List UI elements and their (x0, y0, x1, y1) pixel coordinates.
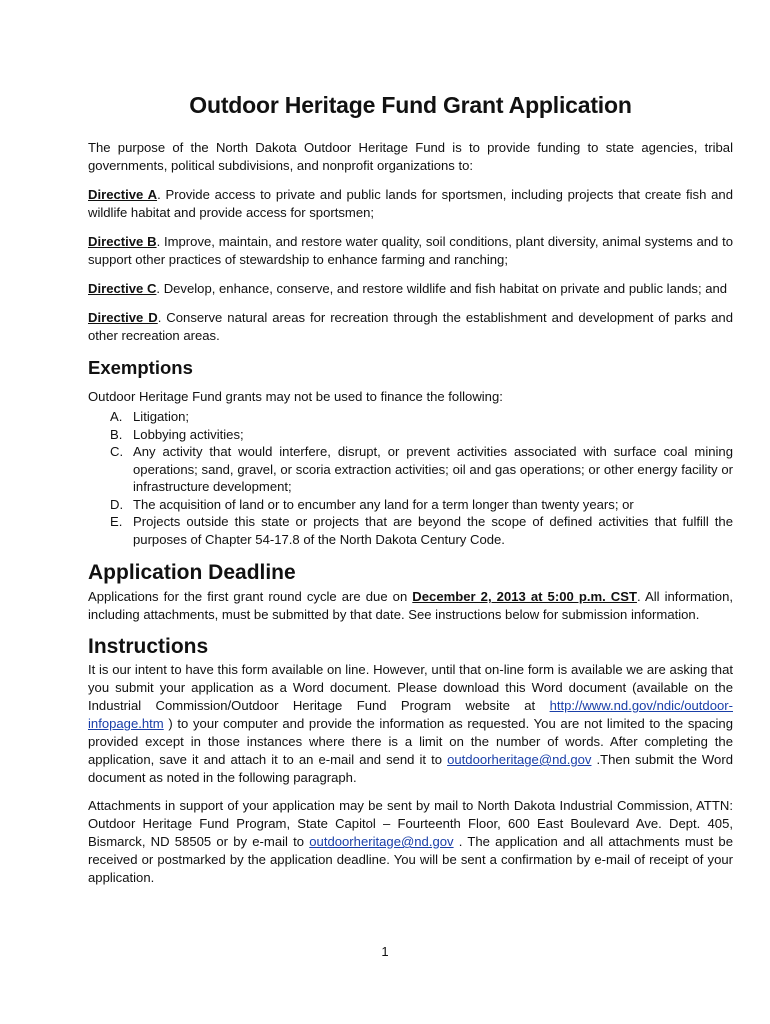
instructions-text: ) to your computer and provide the information as requested. You are not limited to the spacing provided except in those instances where there is a limit on the number of words. After completing the application, save it and attach it to an e-mail and send it to (88, 716, 733, 767)
list-marker: E. (110, 514, 123, 529)
directive-text: . Provide access to private and public lands for sportsmen, including projects that create fish and wildlife habitat and provide access for sportsmen; (88, 187, 733, 220)
deadline-text-after: . All information, including attachments, must be submitted by that date. See instructions below for submission information. (88, 589, 733, 622)
list-marker: D. (110, 496, 124, 512)
page-content (88, 92, 733, 887)
instructions-text: It is our intent to have this form available on line. However, until that on-line form is available we are asking that you submit your application as a Word document. Please download this Word document (available on the Industrial Commission/Outdoor Heritage Fund Program website at (88, 662, 733, 713)
directive-c (88, 280, 733, 298)
instructions-heading: Instructions (88, 635, 209, 658)
email-link[interactable]: outdoorheritage@nd.gov (309, 834, 454, 849)
list-item-text: Any activity that would interfere, disrupt, or prevent activities associated with surface coal mining operations; sand, gravel, or scoria extraction activities; oil and gas operations; or other energy facility or infrastructure development; (133, 444, 733, 494)
instructions-text: . The application and all attachments must be received or postmarked by the application deadline. You will be sent a confirmation by e-mail of receipt of your application. (88, 834, 733, 885)
directive-text: . Conserve natural areas for recreation through the establishment and development of parks and other recreation areas. (88, 310, 733, 343)
directive-label: Directive C (88, 281, 157, 296)
directive-label: Directive D (88, 310, 158, 325)
list-item-text: The acquisition of land or to encumber any land for a term longer than twenty years; or (133, 496, 634, 512)
deadline-heading: Application Deadline (88, 561, 296, 584)
list-item (88, 408, 733, 426)
directive-label: Directive A (88, 187, 158, 202)
exemptions-list (88, 408, 733, 548)
deadline-paragraph (88, 588, 733, 624)
page-title: Outdoor Heritage Fund Grant Application (189, 92, 632, 118)
list-item-text: Lobbying activities; (133, 426, 244, 442)
directive-d (88, 309, 733, 345)
list-marker: C. (110, 444, 124, 459)
list-item-text: Litigation; (133, 409, 190, 424)
deadline-text: Applications for the first grant round cycle are due on (88, 589, 413, 604)
list-marker: B. (110, 426, 123, 442)
directive-label: Directive B (88, 234, 157, 249)
list-item (88, 443, 733, 496)
website-link[interactable]: http://www.nd.gov/ndic/outdoor-infopage.htm (88, 698, 733, 731)
page-number: 1 (381, 944, 389, 959)
list-item (88, 496, 733, 514)
deadline-date: December 2, 2013 at 5:00 p.m. CST (412, 589, 637, 604)
list-item (88, 426, 733, 444)
exemptions-intro: Outdoor Heritage Fund grants may not be used to finance the following: (88, 389, 503, 404)
directive-b (88, 233, 733, 269)
instructions-text: .Then submit the Word document as noted in the following paragraph. (88, 752, 733, 785)
instructions-paragraph-2 (88, 797, 733, 887)
exemptions-heading: Exemptions (88, 357, 193, 378)
directive-text: . Develop, enhance, conserve, and restore wildlife and fish habitat on private and public lands; and (156, 281, 728, 296)
list-item-text: Projects outside this state or projects that are beyond the scope of defined activities that fulfill the purposes of Chapter 54-17.8 of the North Dakota Century Code. (133, 514, 733, 547)
directive-text: . Improve, maintain, and restore water quality, soil conditions, plant diversity, animal systems and to support other practices of stewardship to enhance farming and ranching; (88, 234, 733, 267)
instructions-text: Attachments in support of your application may be sent by mail to North Dakota Industrial Commission, ATTN: Outdoor Heritage Fund Program, State Capitol – Fourteenth Floor, 600 East Boulevard Ave. Dept. 405, Bismarck, ND 58505 or by e-mail to (88, 798, 733, 849)
email-link[interactable]: outdoorheritage@nd.gov (447, 752, 592, 767)
instructions-paragraph-1 (88, 661, 733, 787)
list-item (88, 513, 733, 548)
directive-a (88, 186, 733, 222)
list-marker: A. (110, 409, 123, 424)
intro-paragraph: The purpose of the North Dakota Outdoor Heritage Fund is to provide funding to state agencies, tribal governments, political subdivisions, and nonprofit organizations to: (88, 140, 733, 173)
